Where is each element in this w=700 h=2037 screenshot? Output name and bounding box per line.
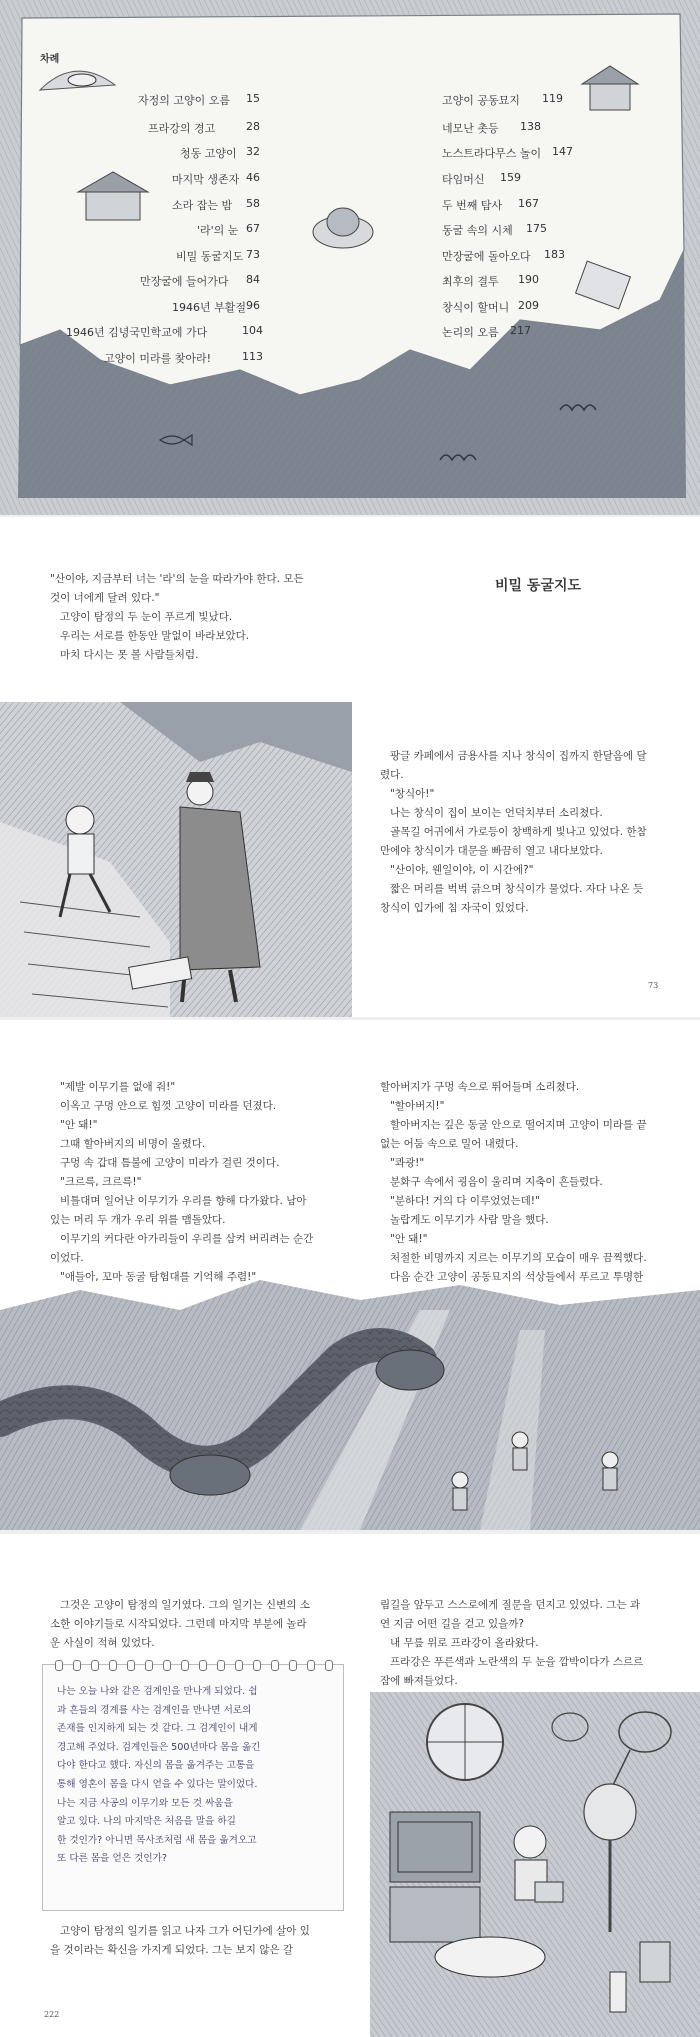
- toc-entry[interactable]: [442, 222, 547, 238]
- text-line: "할아버지!": [390, 1100, 445, 1112]
- toc-entry-page: 159: [500, 171, 521, 184]
- toc-entry-title: 노스트라다무스 놀이: [442, 147, 542, 160]
- text-line: 만에야 창식이가 대문을 빠끔히 열고 내다보았다.: [380, 845, 603, 857]
- left-bottom-text: [50, 1922, 360, 1960]
- toc-entry[interactable]: [442, 273, 539, 289]
- text-line: 할아버지는 깊은 동굴 안으로 떨어지며 고양이 미라를 끝: [390, 1119, 647, 1131]
- text-line: 있는 머리 두 개가 우리 위를 맴돌았다.: [50, 1214, 226, 1226]
- text-line: 마치 다시는 못 볼 사람들처럼.: [60, 649, 199, 661]
- toc-page: [0, 0, 700, 515]
- text-line: 림길을 앞두고 스스로에게 질문을 던지고 있었다. 그는 과: [380, 1599, 640, 1611]
- notebook-ring: [289, 1660, 297, 1671]
- text-line: 구멍 속 갑대 틈불에 고양이 미라가 걸린 것이다.: [60, 1157, 280, 1169]
- toc-entry[interactable]: [172, 299, 260, 315]
- left-body-text: [50, 1078, 360, 1287]
- diary-line: 존재를 인지하게 되는 것 같다. 그 검계인이 내게: [57, 1723, 258, 1735]
- toc-entry-title: 청동 고양이: [180, 147, 237, 160]
- text-line: 분화구 속에서 굉음이 울리며 지축이 흔들렸다.: [390, 1176, 603, 1188]
- text-line: "안 돼!": [390, 1233, 428, 1245]
- text-line: "산이야, 웬일이야, 이 시간에?": [390, 864, 534, 876]
- text-line: 고양이 탐정의 두 눈이 푸르게 빛났다.: [60, 611, 233, 623]
- left-body-text: [50, 570, 360, 665]
- toc-entry[interactable]: [442, 324, 531, 340]
- text-line: "콰광!": [390, 1157, 425, 1169]
- notebook-ring: [271, 1660, 279, 1671]
- toc-entry[interactable]: [172, 197, 260, 213]
- toc-entry-title: 논리의 오름: [442, 326, 499, 339]
- text-line: 렸다.: [380, 769, 404, 781]
- text-line: "창식아!": [390, 788, 435, 800]
- toc-entry-page: 84: [246, 273, 260, 286]
- text-line: 것이 너에게 달려 있다.": [50, 592, 160, 604]
- diary-line: 통해 영혼이 몸을 다시 얻을 수 있다는 말이었다.: [57, 1778, 258, 1790]
- notebook-ring: [325, 1660, 333, 1671]
- toc-entry-page: 73: [246, 248, 260, 261]
- toc-entry[interactable]: [442, 248, 565, 264]
- right-body-text: [380, 747, 680, 918]
- text-line: 잠에 빠져들었다.: [380, 1675, 458, 1687]
- text-line: 짧은 머리를 벅벅 긁으며 창식이가 물었다. 자다 나온 듯: [390, 883, 644, 895]
- toc-entry[interactable]: [442, 299, 539, 315]
- notebook-ring: [91, 1660, 99, 1671]
- text-line: "분하다! 거의 다 이루었었는데!": [390, 1195, 540, 1207]
- text-line: 비틀대며 일어난 이무기가 우리를 향해 다가왔다. 남아: [60, 1195, 307, 1207]
- text-line: "애들아, 꼬마 동굴 탐험대를 기억해 주렴!": [60, 1271, 257, 1283]
- toc-entry-page: 119: [542, 92, 563, 105]
- text-line: 우리는 서로를 한동안 말없이 바라보았다.: [60, 630, 250, 642]
- toc-entry-page: 138: [520, 120, 541, 133]
- right-body-text: [380, 1596, 685, 1691]
- toc-entry-title: 만장굴에 돌아오다: [442, 250, 531, 263]
- toc-entry[interactable]: [172, 171, 260, 187]
- toc-entry[interactable]: [197, 222, 260, 238]
- toc-entry[interactable]: [104, 350, 263, 366]
- notebook-ring: [163, 1660, 171, 1671]
- toc-entry-title: 타임머신: [442, 173, 485, 186]
- cave-stairs-illustration: [0, 702, 352, 1017]
- toc-entry[interactable]: [176, 248, 260, 264]
- toc-entry[interactable]: [442, 120, 541, 136]
- toc-entry-title: 비밀 동굴지도: [176, 250, 244, 263]
- toc-entry-page: 175: [526, 222, 547, 235]
- toc-entry-title: 만장굴에 들어가다: [140, 275, 229, 288]
- toc-entry-page: 15: [246, 92, 260, 105]
- text-line: 골목길 어귀에서 가로등이 창백하게 빛나고 있었다. 한참: [390, 826, 647, 838]
- toc-entry-page: 147: [552, 145, 573, 158]
- notebook-ring: [235, 1660, 243, 1671]
- chapter-title: 비밀 동굴지도: [495, 578, 582, 594]
- attic-room-illustration: [370, 1692, 700, 2037]
- toc-entry[interactable]: [180, 145, 260, 161]
- toc-entry[interactable]: [66, 324, 263, 340]
- notebook-ring: [127, 1660, 135, 1671]
- diary-line: 알고 있다. 나의 마지막은 처음을 말을 하길: [57, 1816, 236, 1828]
- toc-entry-page: 209: [518, 299, 539, 312]
- notebook-ring: [307, 1660, 315, 1671]
- toc-entry-title: 고양이 공동묘지: [442, 94, 520, 107]
- text-line: "산이야, 지금부터 너는 '라'의 눈을 따라가야 한다. 모든: [50, 573, 304, 585]
- text-line: 없는 어둠 속으로 밀어 내렸다.: [380, 1138, 519, 1150]
- text-line: 운 사실이 적혀 있었다.: [50, 1637, 155, 1649]
- diary-spread: [0, 1534, 700, 2037]
- text-line: 내 무릎 위로 프라강이 올라왔다.: [390, 1637, 539, 1649]
- text-line: 창식이 입가에 침 자국이 있었다.: [380, 902, 529, 914]
- diary-line: 또 다른 몸을 얻은 것인가?: [57, 1853, 167, 1865]
- toc-entry[interactable]: [442, 92, 563, 108]
- text-line: 고양이 탐정의 일기를 읽고 나자 그가 어딘가에 살아 있: [60, 1925, 310, 1937]
- toc-entry-title: 동굴 속의 시체: [442, 224, 513, 237]
- toc-entry-title: 1946년 김녕국민학교에 가다: [66, 326, 208, 339]
- page-number: 222: [44, 2010, 60, 2019]
- text-line: 처절한 비명까지 지르는 이무기의 모습이 매우 끔찍했다.: [390, 1252, 647, 1264]
- text-line: 소한 이야기들로 시작되었다. 그런데 마지막 부분에 놀라: [50, 1618, 307, 1630]
- toc-entry-page: 167: [518, 197, 539, 210]
- toc-entry-title: 프라강의 경고: [148, 122, 216, 135]
- diary-line: 나는 오늘 나와 같은 검계인을 만나게 되었다. 쉽: [57, 1686, 258, 1697]
- toc-entry-page: 104: [242, 324, 263, 337]
- text-line: 팡글 카페에서 금용사를 지나 창식이 집까지 한달음에 달: [390, 750, 647, 762]
- toc-heading: 차례: [40, 54, 60, 65]
- toc-entry-title: 자정의 고양이 오름: [138, 94, 231, 107]
- text-line: 을 것이라는 확신을 가지게 되었다. 그는 보지 않은 갈: [50, 1944, 294, 1956]
- diary-line: 경고해 주었다. 검계인들은 500년마다 몸을 옮긴: [57, 1741, 261, 1753]
- diary-notebook: [42, 1664, 344, 1911]
- toc-entry-page: 32: [246, 145, 260, 158]
- text-line: "제발 이무기를 없애 줘!": [60, 1081, 176, 1093]
- toc-entry-page: 113: [242, 350, 263, 363]
- page-number: 73: [648, 981, 659, 990]
- diary-line: 한 것인가? 아니면 목사조처럼 새 몸을 옮겨오고: [57, 1834, 257, 1846]
- text-line: 놀랍게도 이무기가 사람 말을 했다.: [390, 1214, 549, 1226]
- left-body-text: [50, 1596, 360, 1653]
- text-line: "크르륵, 크르륵!": [60, 1176, 142, 1188]
- text-line: 이옥고 구멍 안으로 힘껏 고양이 미라를 던졌다.: [60, 1100, 277, 1112]
- toc-entry-page: 217: [510, 324, 531, 337]
- toc-entry-title: 소라 잡는 밤: [172, 199, 233, 212]
- notebook-ring: [199, 1660, 207, 1671]
- serpent-spread: [0, 1020, 700, 1530]
- toc-entry[interactable]: [140, 273, 260, 289]
- text-line: 나는 창식이 집이 보이는 언덕치부터 소리쳤다.: [390, 807, 603, 819]
- toc-entry-title: '라'의 눈: [197, 224, 239, 237]
- toc-entry-title: 네모난 촛등: [442, 122, 499, 135]
- notebook-ring: [181, 1660, 189, 1671]
- toc-entry-page: 96: [246, 299, 260, 312]
- right-body-text: [380, 1078, 685, 1287]
- toc-landscape-illustration: [0, 0, 700, 515]
- notebook-ring: [145, 1660, 153, 1671]
- toc-entry[interactable]: [138, 92, 260, 108]
- notebook-ring: [253, 1660, 261, 1671]
- toc-entry-page: 28: [246, 120, 260, 133]
- diary-line: 과 흔들의 경계를 사는 검계인을 만나면 서로의: [57, 1704, 252, 1716]
- text-line: "안 돼!": [60, 1119, 98, 1131]
- toc-entry[interactable]: [442, 171, 521, 187]
- toc-entry-page: 46: [246, 171, 260, 184]
- toc-entry-title: 최후의 결투: [442, 275, 499, 288]
- text-line: 할아버지가 구멍 속으로 뛰어들며 소리쳤다.: [380, 1081, 580, 1093]
- notebook-ring: [55, 1660, 63, 1671]
- toc-entry-page: 58: [246, 197, 260, 210]
- text-line: 다음 순간 고양이 공동묘지의 석상들에서 푸르고 투명한: [390, 1271, 644, 1283]
- diary-line: 다야 한다고 했다. 자신의 몸을 옮겨주는 고통을: [57, 1760, 255, 1772]
- text-line: 그때 할아버지의 비명이 울렸다.: [60, 1138, 206, 1150]
- diary-line: 나는 지금 사공의 이무기와 모든 것 싸움을: [57, 1797, 233, 1809]
- toc-entry-title: 두 번째 탐사: [442, 199, 503, 212]
- diary-handwritten-text: [57, 1683, 329, 1869]
- toc-entry-title: 창식이 할머니: [442, 301, 510, 314]
- notebook-ring: [217, 1660, 225, 1671]
- notebook-ring: [109, 1660, 117, 1671]
- text-line: 이었다.: [50, 1252, 84, 1264]
- toc-entry[interactable]: [442, 197, 539, 213]
- toc-entry-title: 1946년 부활절: [172, 301, 246, 314]
- toc-entry-page: 183: [544, 248, 565, 261]
- page-73-spread: [0, 517, 700, 1017]
- toc-entry[interactable]: [148, 120, 260, 136]
- notebook-ring: [73, 1660, 81, 1671]
- toc-entry[interactable]: [442, 145, 573, 161]
- toc-entry-title: 고양이 미라를 찾아라!: [104, 352, 212, 365]
- text-line: 이무기의 커다란 아가리들이 우리를 삼켜 버리려는 순간: [60, 1233, 314, 1245]
- toc-entry-page: 190: [518, 273, 539, 286]
- text-line: 프라강은 푸른색과 노란색의 두 눈을 깜박이다가 스르르: [390, 1656, 644, 1668]
- toc-entry-title: 마지막 생존자: [172, 173, 240, 186]
- toc-entry-page: 67: [246, 222, 260, 235]
- text-line: 그것은 고양이 탐정의 일기였다. 그의 일기는 신변의 소: [60, 1599, 310, 1611]
- text-line: 연 지금 어떤 길을 걷고 있을까?: [380, 1618, 524, 1630]
- serpent-battle-illustration: [0, 1270, 700, 1530]
